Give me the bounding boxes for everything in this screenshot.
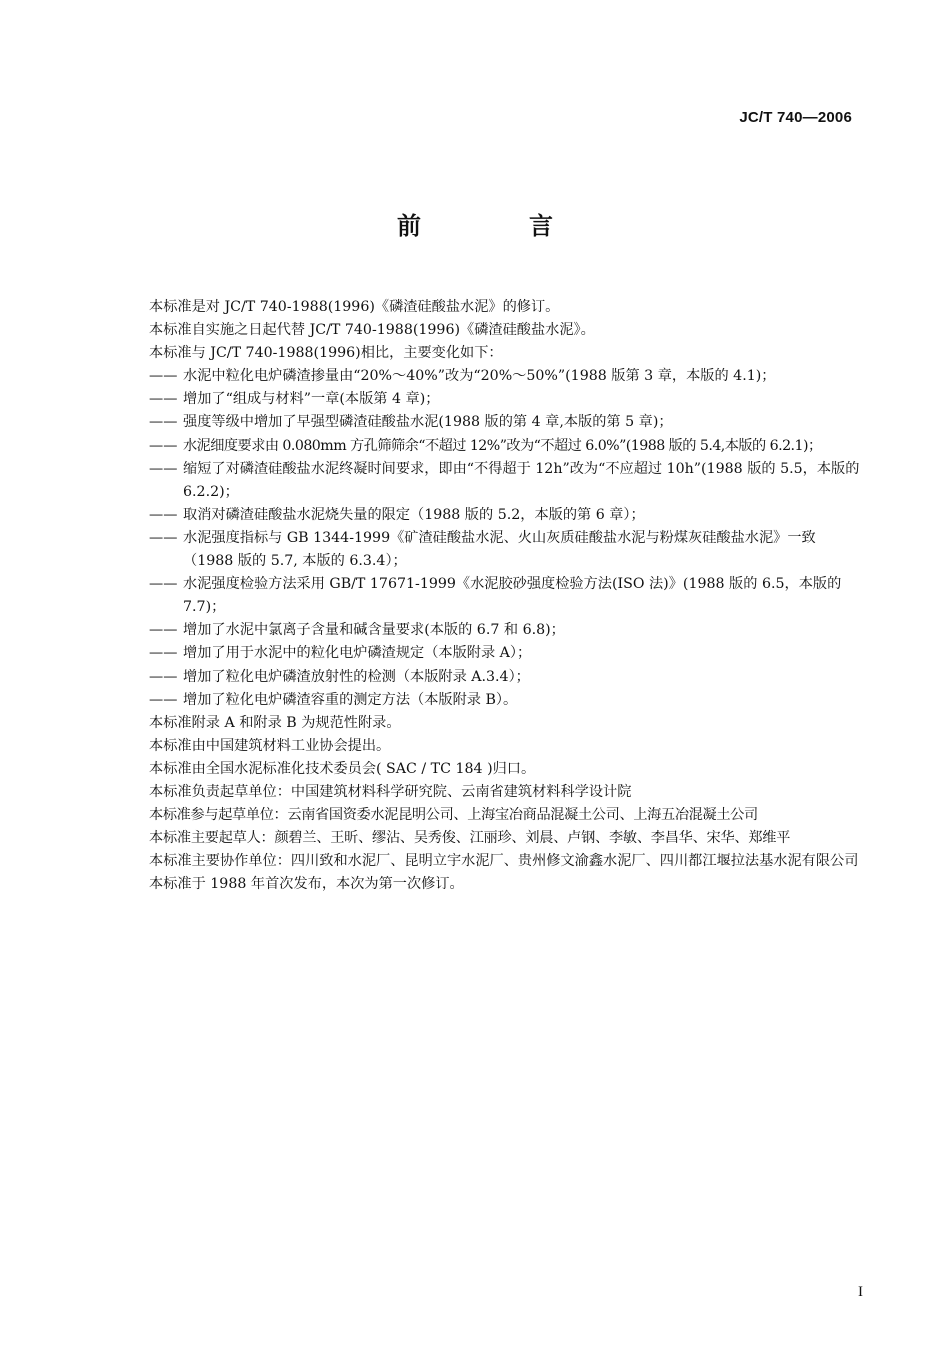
dash-marker: —— — [149, 529, 178, 546]
change-item — [120, 458, 865, 504]
proposer-statement: 本标准由中国建筑材料工业协会提出。 — [149, 737, 391, 754]
foreword-body — [120, 296, 865, 896]
change-item-text: 增加了粒化电炉磷渣放射性的检测（本版附录 A.3.4）； — [183, 668, 530, 685]
dash-marker: —— — [149, 460, 178, 477]
change-item — [120, 435, 865, 458]
dash-marker: —— — [149, 437, 178, 454]
change-item-text: 增加了粒化电炉磷渣容重的测定方法（本版附录 B）。 — [183, 691, 518, 708]
change-item-text: 增加了用于水泥中的粒化电炉磷渣规定（本版附录 A）； — [183, 645, 532, 662]
change-item — [120, 666, 865, 689]
intro-paragraph-2: 本标准自实施之日起代替 JC/T 740-1988(1996)《磷渣硅酸盐水泥》。 — [149, 322, 595, 339]
change-item-text: 水泥强度指标与 GB 1344-1999《矿渣硅酸盐水泥、火山灰质硅酸盐水泥与粉煤灰硅酸盐水泥》一致（1988 版的 5.7, 本版的 6.3.4）； — [183, 529, 816, 570]
publication-history: 本标准于 1988 年首次发布，本次为第一次修订。 — [149, 876, 464, 893]
dash-marker: —— — [149, 576, 178, 593]
change-item — [120, 388, 865, 411]
change-item-text: 取消对磷渣硅酸盐水泥烧失量的限定（1988 版的 5.2，本版的第 6 章）； — [183, 506, 645, 523]
change-item — [120, 527, 865, 573]
annex-statement: 本标准附录 A 和附录 B 为规范性附录。 — [149, 714, 401, 731]
dash-marker: —— — [149, 645, 178, 662]
change-item-text: 强度等级中增加了早强型磷渣硅酸盐水泥(1988 版的第 4 章,本版的第 5 章)； — [183, 414, 673, 431]
change-item-text: 水泥中粒化电炉磷渣掺量由“20%～40%”改为“20%～50%”(1988 版第 3 章，本版的 4.1)； — [183, 368, 776, 385]
change-item-text: 缩短了对磷渣硅酸盐水泥终凝时间要求，即由“不得超于 12h”改为“不应超过 10h”(1988 版的 5.5，本版的 6.2.2)； — [183, 460, 860, 500]
page-title: 前 言 — [397, 212, 595, 240]
change-item — [120, 573, 865, 619]
dash-marker: —— — [149, 691, 178, 708]
dash-marker: —— — [149, 391, 178, 408]
standard-code-header: JC/T 740—2006 — [739, 109, 852, 126]
dash-marker: —— — [149, 506, 178, 523]
change-item — [120, 619, 865, 642]
change-item — [120, 411, 865, 434]
lead-drafting-units: 本标准负责起草单位：中国建筑材料科学研究院、云南省建筑材料科学设计院 — [149, 783, 632, 800]
change-item — [120, 365, 865, 388]
change-item — [120, 642, 865, 665]
main-drafters: 本标准主要起草人：颜碧兰、王昕、缪沾、吴秀俊、江丽珍、刘晨、卢钢、李敏、李昌华、宋华、郑维平 — [149, 830, 791, 847]
change-item-text: 水泥强度检验方法采用 GB/T 17671-1999《水泥胶砂强度检验方法(ISO 法)》(1988 版的 6.5，本版的 7.7)； — [183, 576, 842, 616]
dash-marker: —— — [149, 668, 178, 685]
change-item-text: 水泥细度要求由 0.080mm 方孔筛筛余“不超过 12%”改为“不超过 6.0%”(1988 版的 5.4,本版的 6.2.1)； — [183, 437, 822, 454]
change-item — [120, 689, 865, 712]
cooperating-units: 本标准主要协作单位：四川致和水泥厂、昆明立宇水泥厂、贵州修文渝鑫水泥厂、四川都江堰拉法基水泥有限公司 — [149, 853, 859, 870]
dash-marker: —— — [149, 414, 178, 431]
dash-marker: —— — [149, 368, 178, 385]
change-item-text: 增加了水泥中氯离子含量和碱含量要求(本版的 6.7 和 6.8)； — [183, 622, 565, 639]
change-item-text: 增加了“组成与材料”一章(本版第 4 章)； — [183, 391, 440, 408]
dash-marker: —— — [149, 622, 178, 639]
committee-statement: 本标准由全国水泥标准化技术委员会( SAC / TC 184 )归口。 — [149, 760, 536, 777]
intro-paragraph-3: 本标准与 JC/T 740-1988(1996)相比，主要变化如下： — [149, 345, 503, 362]
intro-paragraph-1: 本标准是对 JC/T 740-1988(1996)《磷渣硅酸盐水泥》的修订。 — [149, 299, 560, 315]
change-item — [120, 504, 865, 527]
page-number: I — [858, 1284, 863, 1300]
participating-drafting-units: 本标准参与起草单位：云南省国资委水泥昆明公司、上海宝冶商品混凝土公司、上海五冶混凝土公司 — [149, 807, 758, 824]
